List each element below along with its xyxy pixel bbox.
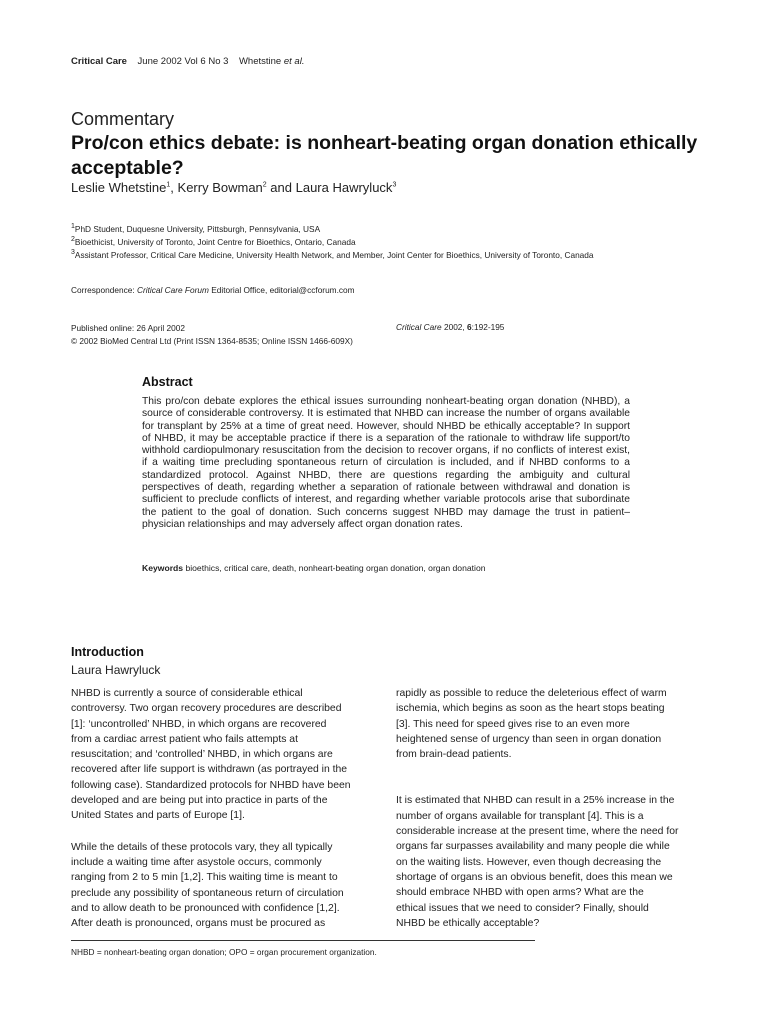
text-line: While the details of these protocols vary, they all typically — [71, 841, 333, 853]
text-line: NHBD is currently a source of considerable ethical — [71, 688, 303, 699]
author-sup: 3 — [392, 181, 397, 189]
author-sup: 2 — [262, 181, 267, 189]
et-al: et al. — [283, 56, 305, 67]
citation-volume: 6 — [467, 322, 472, 332]
paragraph — [396, 686, 678, 762]
text-line: [3]. This need for speed gives rise to an even more — [396, 718, 630, 730]
text-line: [1]: ‘uncontrolled’ NHBD, in which organs are recovered — [71, 718, 327, 730]
copyright-line: © 2002 BioMed Central Ltd (Print ISSN 1364-8535; Online ISSN 1466-609X) — [71, 336, 353, 346]
journal-name: Critical Care — [71, 56, 127, 67]
footnote: NHBD = nonheart-beating organ donation; OPO = organ procurement organization. — [71, 947, 377, 957]
footnote-divider — [71, 940, 535, 941]
affiliation-sup: 3 — [71, 249, 75, 256]
text-line: NHBD be ethically acceptable? — [396, 917, 540, 929]
correspondence-email[interactable]: Editorial Office, editorial@ccforum.com — [211, 285, 355, 295]
affiliation — [71, 223, 320, 234]
text-line: from a cardiac arrest patient who fails attempts at — [71, 733, 298, 745]
text-line: After death is pronounced, organs must be procured as — [71, 918, 326, 930]
text-line: organs far surpasses availability and many people die while — [396, 841, 670, 853]
affiliation-text: PhD Student, Duquesne University, Pittsburgh, Pennsylvania, USA — [74, 223, 321, 234]
left-column — [71, 686, 351, 931]
text-line: preclude any possibility of spontaneous return of circulation — [71, 887, 344, 899]
section-author: Laura Hawryluck — [71, 663, 161, 677]
running-head — [71, 56, 304, 67]
correspondence — [71, 285, 355, 295]
text-line: and to allow death to be pronounced with confidence [1,2]. — [71, 902, 340, 914]
keywords — [142, 563, 486, 573]
text-line: should embrace NHBD with open arms? What are the — [396, 887, 644, 899]
keywords-text: bioethics, critical care, death, nonheart-beating organ donation, organ donation — [185, 563, 486, 573]
text-line: include a waiting time after asystole occurs, commonly — [71, 856, 322, 868]
running-head-author: Whetstine — [238, 56, 282, 67]
paragraph — [71, 686, 351, 824]
text-line: on the waiting lists. However, even though decreasing the — [396, 856, 662, 868]
text-line: ischemia, which begins as soon as the heart stops beating — [396, 703, 665, 715]
author-name: Kerry Bowman — [177, 180, 263, 195]
text-line: resuscitation; and ‘controlled’ NHBD, in which organs are — [71, 749, 333, 761]
citation-year: 2002, — [443, 322, 465, 332]
text-line: following case). Standardized protocols for NHBD have been — [71, 779, 351, 791]
correspondence-forum: Critical Care Forum — [136, 285, 209, 295]
text-line: heightened sense of urgency than seen in organ donation — [396, 733, 662, 745]
author-sep: and — [266, 180, 296, 195]
author-name: Laura Hawryluck — [295, 180, 393, 195]
affiliation-sup: 2 — [71, 236, 75, 243]
publication-info — [71, 322, 353, 348]
text-line: considerable increase at the present time, where the need for — [396, 826, 679, 838]
affiliation-text: Assistant Professor, Critical Care Medicine, University Health Network, and Member, Joint Center for Bioethics, University of Toronto, Canada — [74, 249, 594, 260]
keywords-label: Keywords — [142, 563, 184, 573]
section-heading-introduction: Introduction — [71, 645, 144, 659]
text-line: developed and are being put into practice in parts of the — [71, 795, 328, 807]
text-line: United States and parts of Europe [1]. — [71, 810, 245, 822]
citation-journal: Critical Care — [396, 322, 442, 332]
text-line: number of organs available for transplant [4]. This is a — [396, 810, 644, 822]
citation-pages: :192-195 — [471, 322, 505, 332]
paragraph — [71, 840, 351, 932]
text-line: ranging from 2 to 5 min [1,2]. This waiting time is meant to — [71, 872, 338, 884]
text-line: from brain-dead patients. — [396, 749, 512, 761]
paragraph — [396, 793, 678, 931]
issue-info: June 2002 Vol 6 No 3 — [137, 56, 229, 67]
text-line: rapidly as possible to reduce the deleterious effect of warm — [396, 688, 667, 699]
citation — [396, 322, 504, 332]
article-title: Pro/con ethics debate: is nonheart-beating organ donation ethically acceptable? — [71, 132, 698, 179]
correspondence-label: Correspondence: — [71, 285, 135, 295]
affiliation-sup: 1 — [71, 223, 75, 230]
author-name: Leslie Whetstine — [71, 180, 167, 195]
text-line: It is estimated that NHBD can result in a 25% increase in the — [396, 795, 675, 807]
affiliation — [71, 236, 356, 247]
text-line: recovered after life support is withdrawn (as portrayed in the — [71, 764, 348, 776]
affiliation — [71, 249, 594, 260]
abstract-heading: Abstract — [142, 375, 193, 389]
text-line: controversy. Two organ recovery procedures are described — [71, 703, 342, 715]
author-list — [71, 180, 396, 195]
text-line: shortage of organs is an obvious benefit, does this mean we — [396, 871, 673, 883]
section-type: Commentary — [71, 109, 175, 129]
published-date: Published online: 26 April 2002 — [71, 323, 185, 333]
abstract-text: This pro/con debate explores the ethical issues surrounding nonheart-beating organ donation (NHBD), a source of considerable controversy. It is estimated that NHBD can increase the number of organs available for transplant by 25% at a time of great need. However, should NHBD be ethically acceptable? In support of NHBD, it may be acceptable practice if there is a separation of the rationale to withdraw life support/to withhold cardiopulmonary resuscitation from the decision to recover organs, if no conflicts of interest exist, if a waiting time precluding spontaneous return of circulation is included, and if NHBD conforms to a standardized protocol. Against NHBD, there are questions regarding the ambiguity and cultural perspectives of death, regarding whether a separation of rationale between withdrawal and donation is sufficient to preclude conflicts of interest, and regarding whether variable protocols arise that subordinate the patient to the goal of donation. Such concerns suggest NHBD may damage the trust in patient–physician relationships and may adversely affect organ donation rates. — [142, 396, 630, 530]
author-sep: , — [170, 180, 178, 195]
affiliation-text: Bioethicist, University of Toronto, Joint Centre for Bioethics, Ontario, Canada — [74, 236, 356, 247]
author-sup: 1 — [166, 181, 171, 189]
right-column — [396, 686, 678, 931]
text-line: ethical issues that we need to consider? Finally, should — [396, 902, 649, 914]
